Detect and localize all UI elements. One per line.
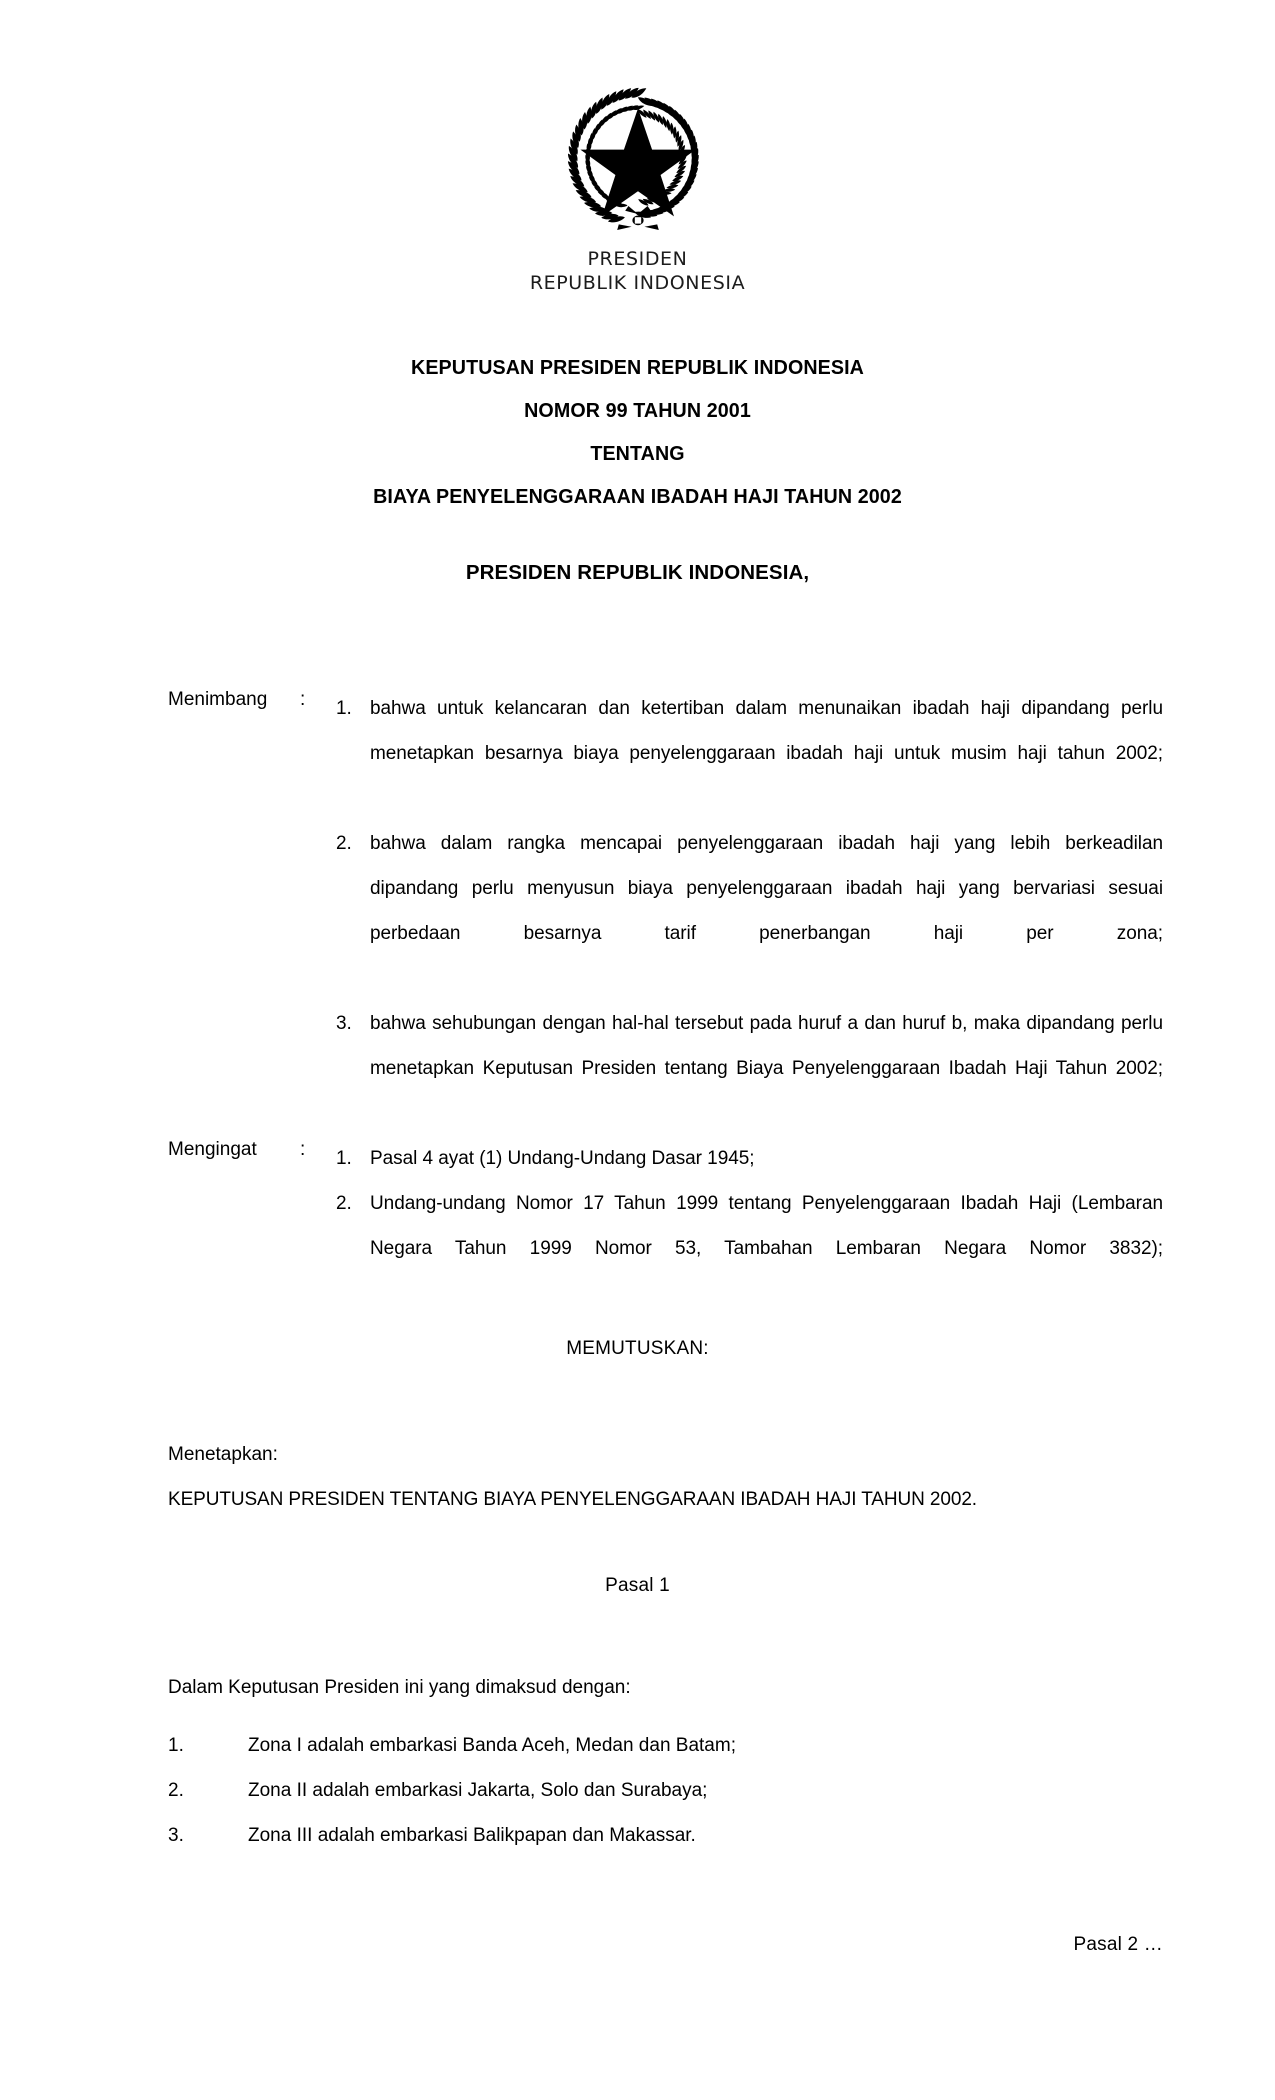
definition-number: 3.: [168, 1825, 184, 1846]
emblem-caption-line1: PRESIDEN: [587, 248, 688, 270]
mengingat-item-text: Pasal 4 ayat (1) Undang-Undang Dasar 1945;: [370, 1148, 755, 1169]
pasal-1-heading: Pasal 1: [605, 1575, 670, 1596]
title-line-1: KEPUTUSAN PRESIDEN REPUBLIK INDONESIA: [411, 356, 864, 379]
pasal-1-definition-list: [168, 1723, 1163, 1858]
mengingat-label: Mengingat: [168, 1139, 257, 1160]
menetapkan-label: Menetapkan:: [168, 1444, 278, 1465]
document-title: [0, 346, 1275, 518]
definition-text: Zona I adalah embarkasi Banda Aceh, Medan dan Batam;: [248, 1735, 736, 1756]
menetapkan-value: KEPUTUSAN PRESIDEN TENTANG BIAYA PENYELENGGARAAN IBADAH HAJI TAHUN 2002.: [168, 1489, 977, 1510]
menimbang-item-text: bahwa sehubungan dengan hal-hal tersebut pada huruf a dan huruf b, maka dipandang perlu menetapkan Keputusan Presiden tentang Biaya Penyelenggaraan Ibadah Haji Tahun 2002;: [370, 1013, 1163, 1079]
emblem-caption: [0, 247, 1275, 295]
menimbang-item-number: 3.: [336, 1013, 352, 1034]
mengingat-colon: :: [300, 1139, 306, 1160]
definition-row: [168, 1813, 1163, 1858]
mengingat-items: [336, 1136, 1163, 1316]
definition-row: [168, 1723, 1163, 1768]
president-signature-heading: PRESIDEN REPUBLIK INDONESIA,: [465, 561, 810, 584]
garuda-star-wreath-emblem: [558, 78, 718, 238]
menimbang-section: [168, 686, 1163, 1136]
emblem-caption-line2: REPUBLIK INDONESIA: [529, 272, 746, 294]
definition-text: Zona II adalah embarkasi Jakarta, Solo dan Surabaya;: [248, 1780, 708, 1801]
mengingat-item-number: 2.: [336, 1193, 352, 1214]
mengingat-item: [336, 1181, 1163, 1316]
title-line-4: BIAYA PENYELENGGARAAN IBADAH HAJI TAHUN 2002: [373, 485, 902, 508]
mengingat-item: [336, 1136, 1163, 1181]
menimbang-label: Menimbang: [168, 689, 268, 710]
definition-text: Zona III adalah embarkasi Balikpapan dan Makassar.: [248, 1825, 696, 1846]
title-line-2: NOMOR 99 TAHUN 2001: [524, 399, 751, 422]
menimbang-item-number: 1.: [336, 698, 352, 719]
menimbang-items: [336, 686, 1163, 1136]
memutuskan-heading: MEMUTUSKAN:: [566, 1338, 709, 1359]
title-line-3: TENTANG: [590, 442, 685, 465]
menimbang-item: [336, 821, 1163, 1001]
continuation-note: Pasal 2 …: [1073, 1934, 1163, 1955]
menimbang-colon: :: [300, 689, 306, 710]
menimbang-item: [336, 686, 1163, 821]
pasal-1-intro: Dalam Keputusan Presiden ini yang dimaksud dengan:: [168, 1677, 631, 1698]
mengingat-item-text: Undang-undang Nomor 17 Tahun 1999 tentang Penyelenggaraan Ibadah Haji (Lembaran Negara Tahun 1999 Nomor 53, Tambahan Lembaran Negara Nomor 3832);: [370, 1193, 1163, 1259]
definition-number: 1.: [168, 1735, 184, 1756]
menimbang-item-number: 2.: [336, 833, 352, 854]
definition-number: 2.: [168, 1780, 184, 1801]
emblem-block: [0, 78, 1275, 295]
mengingat-section: [168, 1136, 1163, 1316]
menimbang-item: [336, 1001, 1163, 1136]
menimbang-item-text: bahwa untuk kelancaran dan ketertiban dalam menunaikan ibadah haji dipandang perlu menetapkan besarnya biaya penyelenggaraan ibadah haji untuk musim haji tahun 2002;: [370, 698, 1163, 764]
mengingat-item-number: 1.: [336, 1148, 352, 1169]
definition-row: [168, 1768, 1163, 1813]
menimbang-item-text: bahwa dalam rangka mencapai penyelenggaraan ibadah haji yang lebih berkeadilan dipandang perlu menyusun biaya penyelenggaraan ibadah haji yang bervariasi sesuai perbedaan besarnya tarif penerbangan haji per zona;: [370, 833, 1163, 944]
